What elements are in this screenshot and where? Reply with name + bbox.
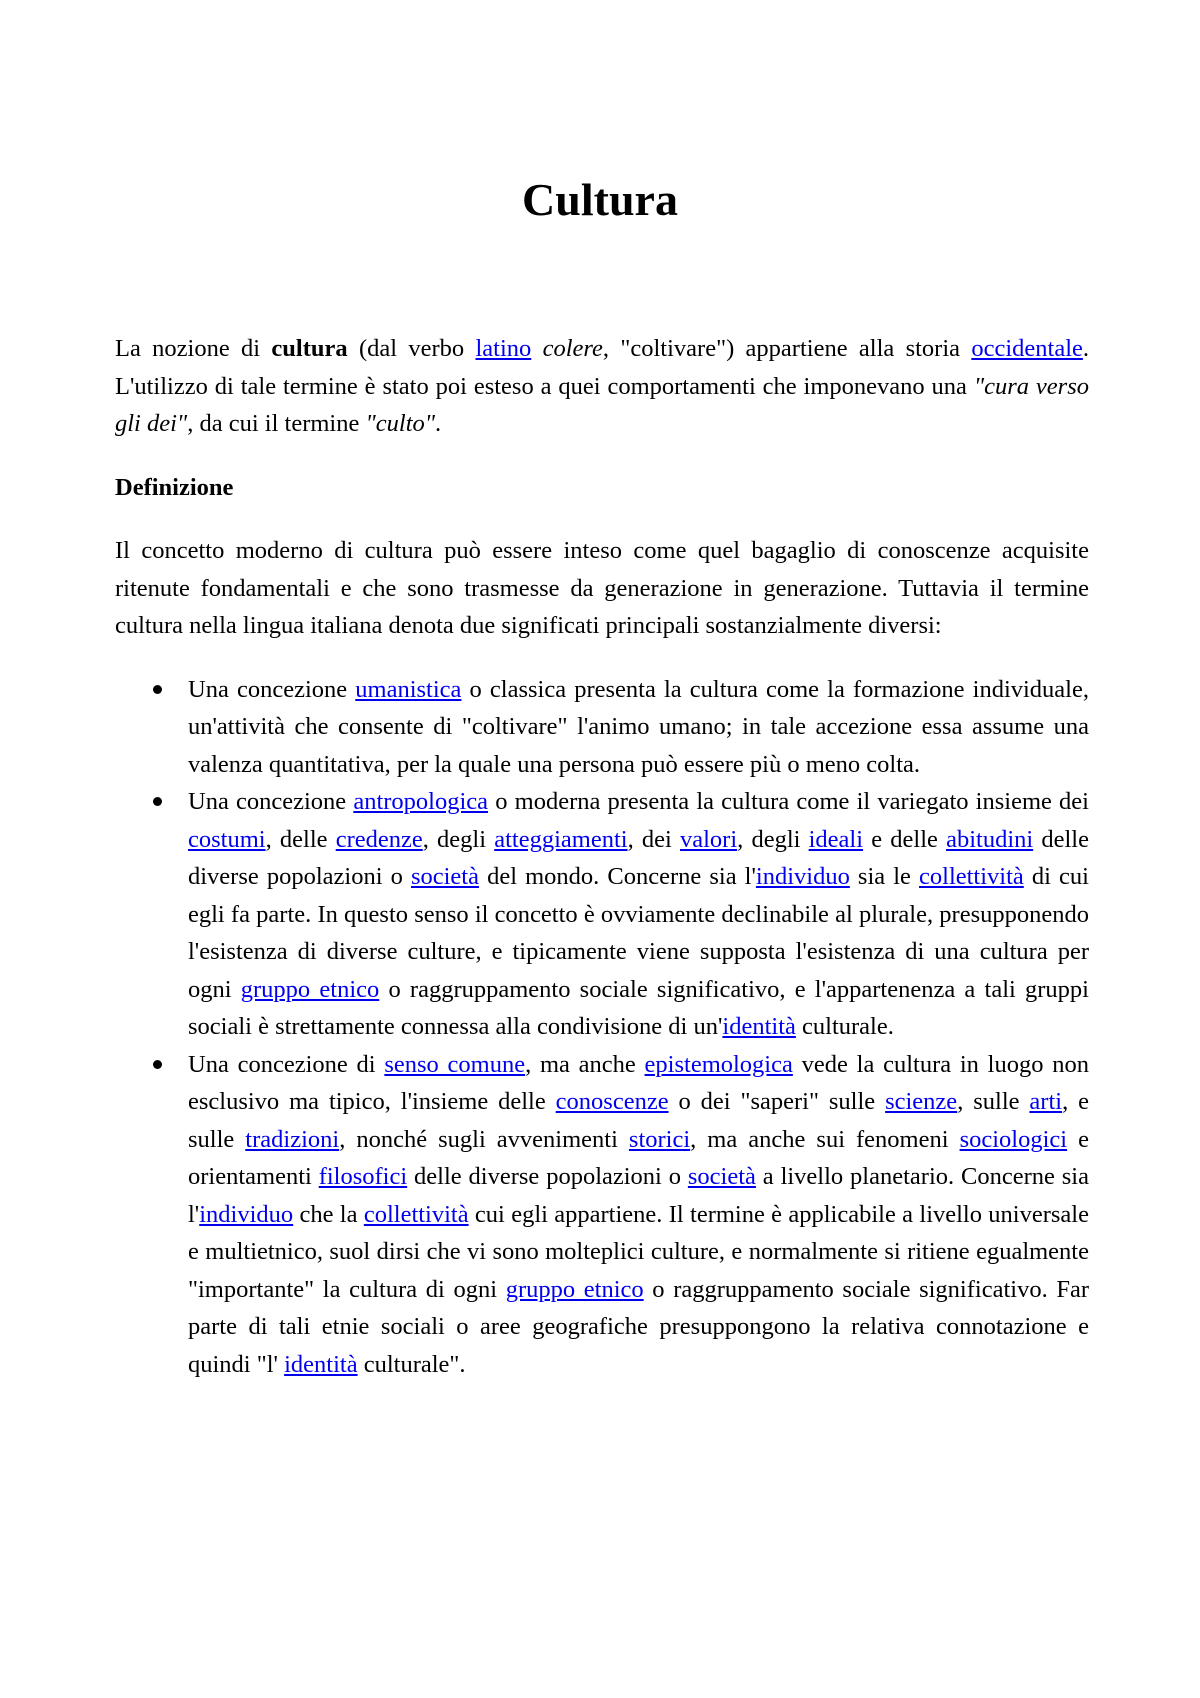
link-tradizioni[interactable]: tradizioni <box>245 1125 340 1153</box>
link-antropologica[interactable]: antropologica <box>353 788 489 815</box>
link-individuo[interactable]: individuo <box>755 863 850 890</box>
link-latino[interactable]: latino <box>475 335 532 362</box>
link-epistemologica[interactable]: epistemologica <box>644 1050 793 1078</box>
link-identita[interactable]: identità <box>722 1013 796 1040</box>
link-societa[interactable]: società <box>687 1163 756 1190</box>
link-ideali[interactable]: ideali <box>808 825 864 853</box>
page-title: Cultura <box>522 174 678 225</box>
bullet-icon <box>153 797 162 806</box>
link-sociologici[interactable]: sociologici <box>959 1125 1068 1153</box>
meanings-list <box>115 671 1089 1384</box>
link-arti[interactable]: arti <box>1029 1088 1063 1115</box>
link-collettivita[interactable]: collettività <box>363 1200 469 1228</box>
quote-culto: "culto" <box>365 410 436 437</box>
link-abitudini[interactable]: abitudini <box>946 825 1034 853</box>
link-societa[interactable]: società <box>410 863 479 890</box>
link-collettivita[interactable]: collettività <box>919 863 1024 890</box>
link-filosofici[interactable]: filosofici <box>318 1163 408 1190</box>
link-scienze[interactable]: scienze <box>885 1088 958 1115</box>
intro-paragraph: La nozione di cultura (dal verbo latino colere, "coltivare") appartiene alla storia occidentale. L'utilizzo di tale termine è stato poi esteso a quei comportamenti che imponevano una "cura verso gli dei", da cui il termine "culto". <box>115 335 1090 437</box>
section-heading-definizione: Definizione <box>115 473 234 501</box>
term-colere: colere <box>542 335 603 362</box>
bullet-icon <box>153 685 162 694</box>
link-gruppo-etnico[interactable]: gruppo etnico <box>240 975 380 1003</box>
link-valori[interactable]: valori <box>679 825 738 853</box>
term-cultura: cultura <box>271 335 348 362</box>
document-body <box>115 330 1089 1383</box>
list-item-umanistica: Una concezione umanistica o classica presenta la cultura come la formazione individuale, un'attività che consente di "coltivare" l'animo umano; in tale accezione essa assume una valenza quantitativa, per la quale una persona può essere più o meno colta. <box>115 671 1089 784</box>
link-storici[interactable]: storici <box>628 1125 691 1153</box>
list-item-antropologica: Una concezione antropologica o moderna presenta la cultura come il variegato insieme dei costumi, delle credenze, degli atteggiamenti, dei valori, degli ideali e delle abitudini delle diverse popolazioni o società del mondo. Concerne sia l'individuo sia le collettività di cui egli fa parte. In questo senso il concetto è ovviamente declinabile al plurale, presupponendo l'esistenza di diverse culture, e tipicamente viene supposta l'esistenza di una cultura per ogni gruppo etnico o raggruppamento sociale significativo, e l'appartenenza a tali gruppi sociali è strettamente connessa alla condivisione di un'identità culturale. <box>115 783 1089 1046</box>
link-identita[interactable]: identità <box>284 1350 358 1378</box>
link-senso-comune[interactable]: senso comune <box>384 1050 526 1078</box>
definition-paragraph: Il concetto moderno di cultura può essere inteso come quel bagaglio di conoscenze acquisite ritenute fondamentali e che sono trasmesse da generazione in generazione. Tuttavia il termine cultura nella lingua italiana denota due significati principali sostanzialmente diversi: <box>115 537 1089 639</box>
link-atteggiamenti[interactable]: atteggiamenti <box>494 825 628 853</box>
bullet-icon <box>153 1060 162 1069</box>
link-costumi[interactable]: costumi <box>188 825 266 853</box>
link-individuo[interactable]: individuo <box>199 1200 294 1228</box>
link-occidentale[interactable]: occidentale <box>971 335 1083 362</box>
link-conoscenze[interactable]: conoscenze <box>555 1088 669 1115</box>
link-gruppo-etnico[interactable]: gruppo etnico <box>505 1275 644 1303</box>
list-item-senso-comune: Una concezione di senso comune, ma anche epistemologica vede la cultura in luogo non esclusivo ma tipico, l'insieme delle conoscenze o dei "saperi" sulle scienze, sulle arti, e sulle tradizioni, nonché sugli avvenimenti storici, ma anche sui fenomeni sociologici e orientamenti filosofici delle diverse popolazioni o società a livello planetario. Concerne sia l'individuo che la collettività cui egli appartiene. Il termine è applicabile a livello universale e multietnico, suol dirsi che vi sono molteplici culture, e normalmente si ritiene egualmente "importante" la cultura di ogni gruppo etnico o raggruppamento sociale significativo. Far parte di tali etnie sociali o aree geografiche presuppongono la relativa connotazione e quindi "l' identità culturale". <box>115 1046 1089 1384</box>
quote-cura: "cura verso gli dei" <box>115 372 1090 437</box>
link-credenze[interactable]: credenze <box>335 825 423 853</box>
link-umanistica[interactable]: umanistica <box>355 675 462 703</box>
